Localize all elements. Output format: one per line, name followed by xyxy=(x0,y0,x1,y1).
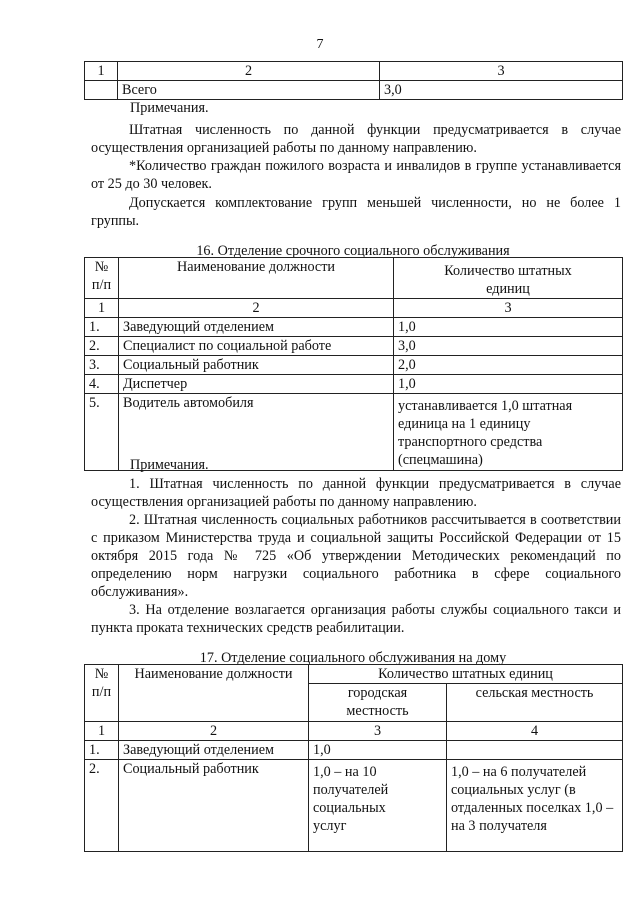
note-paragraph: Допускается комплектование групп меньшей численности, но не более 1 группы. xyxy=(91,195,621,229)
index-cell: 3 xyxy=(394,299,623,318)
position-quantity: устанавливается 1,0 штатная единица на 1 единицу транспортного средства (спецмашина) xyxy=(394,394,623,471)
position-name: Специалист по социальной работе xyxy=(119,337,394,356)
note-paragraph: 1. Штатная численность по данной функции предусматривается в случае осуществления организацией работы по данному направлению. xyxy=(91,476,621,510)
table-row xyxy=(85,299,623,318)
row-number: 1. xyxy=(85,318,119,337)
column-header-name: Наименование должности xyxy=(119,665,309,722)
note-paragraph: 2. Штатная численность социальных работников рассчитывается в соответствии с приказом Министерства труда и социальной защиты Российской Федерации от 15 октября 2015 года № 725 «Об утверждении Методических рекомендаций по определению норм нагрузки социального работника в сфере социального обслуживания». xyxy=(91,512,621,600)
row-number: 2. xyxy=(85,337,119,356)
column-header-rural: сельская местность xyxy=(447,684,623,722)
table-row xyxy=(85,356,623,375)
column-header-name: Наименование должности xyxy=(119,258,394,299)
row-number: 4. xyxy=(85,375,119,394)
notes-title: Примечания. xyxy=(130,100,209,116)
index-cell: 2 xyxy=(119,722,309,741)
city-quantity: 1,0 – на 10 получателей социальных услуг xyxy=(309,760,447,852)
rural-quantity: 1,0 – на 6 получателей социальных услуг (в отдаленных поселках 1,0 – на 3 получателя xyxy=(447,760,623,852)
table-row xyxy=(85,375,623,394)
table-16 xyxy=(84,257,623,471)
city-quantity: 1,0 xyxy=(309,741,447,760)
index-cell: 2 xyxy=(119,299,394,318)
table-row xyxy=(85,81,623,100)
row-number: 3. xyxy=(85,356,119,375)
position-name: Заведующий отделением xyxy=(119,741,309,760)
table-cell xyxy=(85,81,118,100)
note-paragraph: *Количество граждан пожилого возраста и инвалидов в группе устанавливается от 25 до 30 человек. xyxy=(91,158,621,192)
index-cell: 4 xyxy=(447,722,623,741)
column-header-city: городская местность xyxy=(309,684,447,722)
row-number: 1. xyxy=(85,741,119,760)
notes-title: Примечания. xyxy=(130,457,209,473)
table-row xyxy=(85,741,623,760)
column-header-quantity: Количество штатных единиц xyxy=(394,258,623,299)
position-quantity: 1,0 xyxy=(394,318,623,337)
table-row xyxy=(85,722,623,741)
position-name: Водитель автомобиля xyxy=(119,394,394,471)
table-row xyxy=(85,665,623,684)
row-number: 2. xyxy=(85,760,119,852)
position-quantity: 1,0 xyxy=(394,375,623,394)
table-15-continuation xyxy=(84,61,623,100)
note-paragraph: Штатная численность по данной функции предусматривается в случае осуществления организацией работы по данному направлению. xyxy=(91,122,621,156)
index-cell: 3 xyxy=(309,722,447,741)
position-name: Социальный работник xyxy=(119,760,309,852)
column-header-number: № п/п xyxy=(85,665,119,722)
row-number: 5. xyxy=(85,394,119,471)
position-name: Социальный работник xyxy=(119,356,394,375)
header-cell: 2 xyxy=(118,62,380,81)
table-row xyxy=(85,760,623,852)
total-value: 3,0 xyxy=(380,81,623,100)
index-cell: 1 xyxy=(85,299,119,318)
table-row xyxy=(85,258,623,299)
header-cell: 3 xyxy=(380,62,623,81)
header-cell: 1 xyxy=(85,62,118,81)
total-label: Всего xyxy=(118,81,380,100)
section-title: 17. Отделение социального обслуживания на дому xyxy=(199,650,507,666)
section-title: 16. Отделение срочного социального обслуживания xyxy=(196,243,510,259)
column-header-number: № п/п xyxy=(85,258,119,299)
rural-quantity xyxy=(447,741,623,760)
table-row xyxy=(85,62,623,81)
table-17 xyxy=(84,664,623,852)
position-quantity: 3,0 xyxy=(394,337,623,356)
note-paragraph: 3. На отделение возлагается организация работы службы социального такси и пункта проката технических средств реабилитации. xyxy=(91,602,621,636)
position-quantity: 2,0 xyxy=(394,356,623,375)
position-name: Диспетчер xyxy=(119,375,394,394)
table-row xyxy=(85,337,623,356)
page-number: 7 xyxy=(316,37,324,52)
table-row xyxy=(85,318,623,337)
index-cell: 1 xyxy=(85,722,119,741)
column-header-quantity: Количество штатных единиц xyxy=(309,665,623,684)
position-name: Заведующий отделением xyxy=(119,318,394,337)
